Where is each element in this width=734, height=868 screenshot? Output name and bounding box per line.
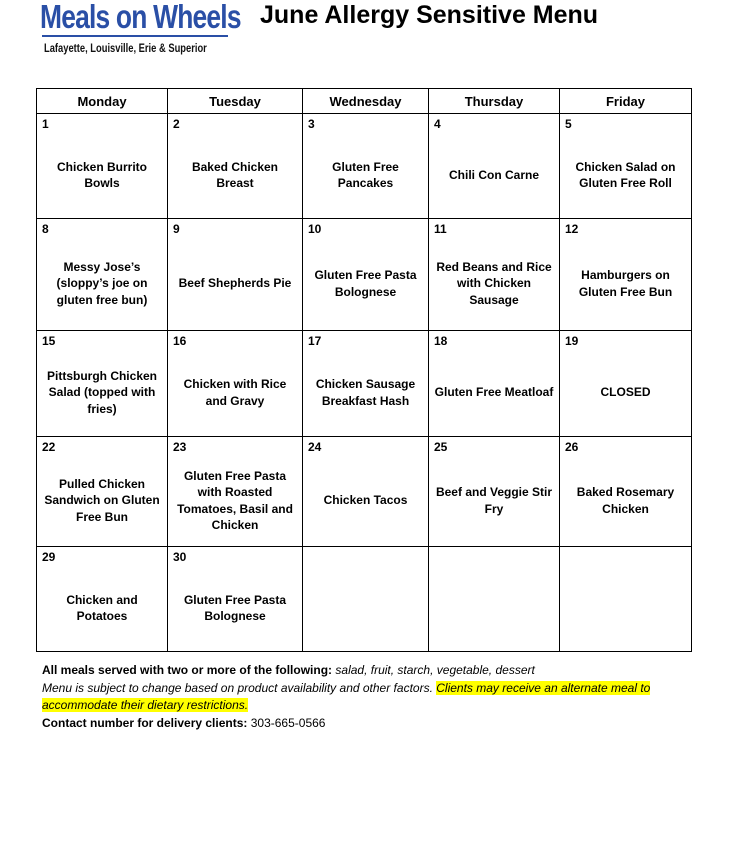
day-cell [37, 437, 168, 547]
meal-name: Gluten Free Pancakes [332, 159, 399, 190]
day-number: 25 [434, 440, 448, 454]
day-cell [303, 219, 429, 331]
day-number: 4 [434, 117, 441, 131]
day-cell [560, 219, 692, 331]
day-number: 10 [308, 222, 322, 236]
day-cell [168, 114, 303, 219]
day-cell [560, 331, 692, 437]
week-row [37, 114, 692, 219]
day-cell [303, 331, 429, 437]
meal-name: Pittsburgh Chicken Salad (topped with fries) [46, 368, 157, 416]
day-number: 24 [308, 440, 322, 454]
day-number: 18 [434, 334, 448, 348]
day-cell [37, 331, 168, 437]
menu-calendar [36, 88, 692, 652]
meal-name: Red Beans and Rice with Chicken Sausage [436, 259, 552, 307]
meal-name: CLOSED [600, 385, 651, 400]
day-cell [37, 547, 168, 652]
day-cell [168, 219, 303, 331]
day-cell [168, 331, 303, 437]
meal-name: Chicken Burrito Bowls [56, 159, 147, 190]
day-number: 29 [42, 550, 56, 564]
meal-name: Baked Chicken Breast [191, 159, 279, 190]
change-notice [42, 680, 702, 715]
day-number: 9 [173, 222, 180, 236]
meal-name: Chicken and Potatoes [66, 592, 138, 623]
weekday-header: Monday [37, 89, 168, 114]
day-number: 30 [173, 550, 187, 564]
meal-name: Baked Rosemary Chicken [576, 485, 675, 516]
meal-name: Gluten Free Pasta with Roasted Tomatoes, Basil and Chicken [177, 468, 293, 532]
day-number: 23 [173, 440, 187, 454]
meal-name: Gluten Free Meatloaf [434, 385, 554, 400]
meal-name: Messy Jose’s (sloppy’s joe on gluten free bun) [56, 259, 148, 307]
meal-name: Pulled Chicken Sandwich on Gluten Free Bun [44, 476, 160, 524]
weekday-header-row [37, 89, 692, 114]
menu-notes [42, 662, 702, 732]
day-number: 16 [173, 334, 187, 348]
meal-name: Gluten Free Pasta Bolognese [314, 268, 417, 299]
day-cell [429, 219, 560, 331]
day-number: 19 [565, 334, 579, 348]
meal-name: Chicken Sausage Breakfast Hash [315, 377, 416, 408]
logo-title: Meals on Wheels [40, 0, 241, 35]
week-row [37, 437, 692, 547]
served-with-note [42, 662, 702, 680]
day-number: 12 [565, 222, 579, 236]
day-cell [168, 437, 303, 547]
weekday-header: Friday [560, 89, 692, 114]
week-row [37, 331, 692, 437]
contact-line [42, 715, 702, 733]
weekday-header: Thursday [429, 89, 560, 114]
day-cell [37, 219, 168, 331]
day-cell [429, 331, 560, 437]
meals-on-wheels-logo [40, 0, 241, 55]
served-with-items: salad, fruit, starch, vegetable, dessert [335, 663, 535, 677]
day-cell [303, 547, 429, 652]
meal-name: Beef and Veggie Stir Fry [435, 485, 553, 516]
meal-name: Chili Con Carne [448, 167, 539, 182]
day-number: 5 [565, 117, 572, 131]
served-with-label: All meals served with two or more of the following: [42, 663, 333, 677]
day-cell [429, 114, 560, 219]
meal-name [564, 569, 687, 647]
day-number: 22 [42, 440, 56, 454]
day-number: 15 [42, 334, 56, 348]
day-number: 1 [42, 117, 49, 131]
menu-title: June Allergy Sensitive Menu [260, 1, 599, 29]
meal-name: Beef Shepherds Pie [178, 276, 292, 291]
meal-name: Gluten Free Pasta Bolognese [183, 592, 287, 623]
logo-divider [42, 35, 228, 37]
day-cell [168, 547, 303, 652]
day-cell [560, 114, 692, 219]
meal-name: Chicken Tacos [323, 493, 408, 508]
alternate-meal-notice: Clients may receive an alternate meal to accommodate their dietary restrictions. [42, 680, 651, 712]
day-number: 11 [434, 222, 447, 236]
meal-name: Chicken Salad on Gluten Free Roll [575, 159, 676, 190]
week-row [37, 547, 692, 652]
weekday-header: Wednesday [303, 89, 429, 114]
meal-name: Hamburgers on Gluten Free Bun [578, 268, 673, 299]
day-number: 17 [308, 334, 322, 348]
week-row [37, 219, 692, 331]
day-cell [37, 114, 168, 219]
day-number: 26 [565, 440, 579, 454]
day-cell [303, 114, 429, 219]
meal-name [307, 569, 424, 647]
day-cell [560, 437, 692, 547]
meal-name: Chicken with Rice and Gravy [183, 377, 287, 408]
logo-subtitle: Lafayette, Louisville, Erie & Superior [44, 41, 207, 55]
day-number: 3 [308, 117, 315, 131]
day-cell [429, 547, 560, 652]
day-cell [303, 437, 429, 547]
day-cell [429, 437, 560, 547]
change-notice-text: Menu is subject to change based on product availability and other factors. [42, 680, 433, 695]
contact-label: Contact number for delivery clients: [42, 715, 248, 730]
meal-name [433, 569, 555, 647]
day-number: 8 [42, 222, 49, 236]
day-cell [560, 547, 692, 652]
day-number: 2 [173, 117, 180, 131]
weekday-header: Tuesday [168, 89, 303, 114]
contact-number: 303-665-0566 [250, 715, 326, 730]
